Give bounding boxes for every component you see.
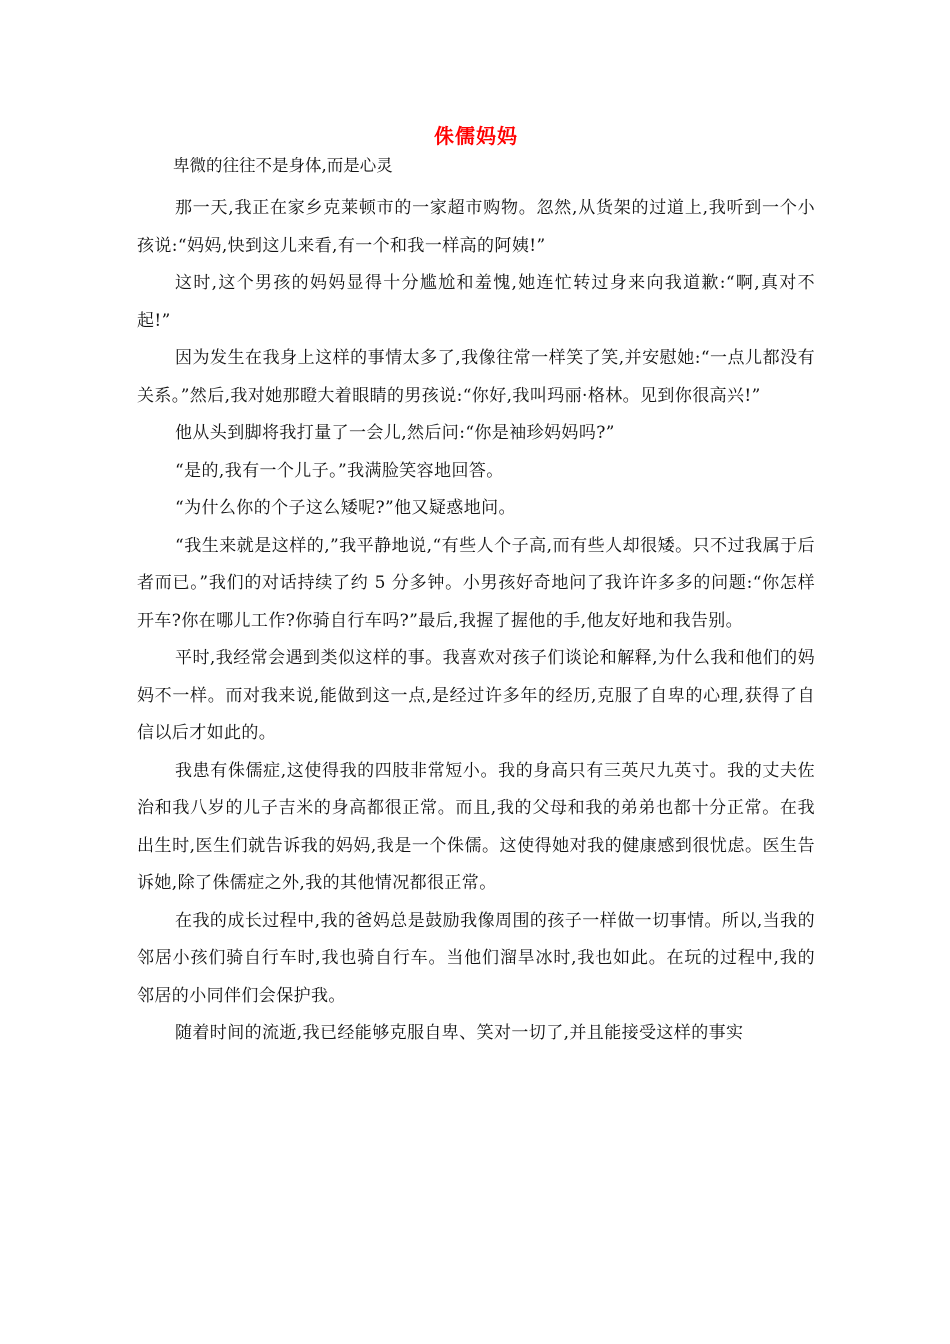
paragraph: 那一天,我正在家乡克莱顿市的一家超市购物。忽然,从货架的过道上,我听到一个小孩说:“妈妈,快到这儿来看,有一个和我一样高的阿姨!” <box>137 198 815 256</box>
paragraph: 我患有侏儒症,这使得我的四肢非常短小。我的身高只有三英尺九英寸。我的丈夫佐治和我八岁的儿子吉米的身高都很正常。而且,我的父母和我的弟弟也都十分正常。在我出生时,医生们就告诉我的妈妈,我是一个侏儒。这使得她对我的健康感到很忧虑。医生告诉她,除了侏儒症之外,我的其他情况都很正常。 <box>137 760 815 893</box>
document-body <box>137 118 815 1053</box>
paragraph: 在我的成长过程中,我的爸妈总是鼓励我像周围的孩子一样做一切事情。所以,当我的邻居小孩们骑自行车时,我也骑自行车。当他们溜旱冰时,我也如此。在玩的过程中,我的邻居的小同伴们会保护我。 <box>137 910 815 1006</box>
paragraph: 随着时间的流逝,我已经能够克服自卑、笑对一切了,并且能接受这样的事实 <box>175 1023 744 1043</box>
paragraph: “是的,我有一个儿子。”我满脸笑容地回答。 <box>175 460 504 481</box>
paragraph: 这时,这个男孩的妈妈显得十分尴尬和羞愧,她连忙转过身来向我道歉:“啊,真对不起!” <box>137 273 815 331</box>
document-title: 侏儒妈妈 <box>434 124 518 148</box>
paragraph: 他从头到脚将我打量了一会儿,然后问:“你是袖珍妈妈吗?” <box>175 423 615 443</box>
paragraph: 平时,我经常会遇到类似这样的事。我喜欢对孩子们谈论和解释,为什么我和他们的妈妈不一样。而对我来说,能做到这一点,是经过许多年的经历,克服了自卑的心理,获得了自信以后才如此的。 <box>137 648 815 743</box>
paragraph: “我生来就是这样的,”我平静地说,“有些人个子高,而有些人却很矮。只不过我属于后者而已。”我们的对话持续了约 5 分多钟。小男孩好奇地问了我许许多多的问题:“你怎样开车?你在哪儿工作?你骑自行车吗?”最后,我握了握他的手,他友好地和我告别。 <box>137 535 815 631</box>
paragraph: “为什么你的个子这么矮呢?”他又疑惑地问。 <box>175 498 516 518</box>
paragraph: 因为发生在我身上这样的事情太多了,我像往常一样笑了笑,并安慰她:“一点儿都没有关系。”然后,我对她那瞪大着眼睛的男孩说:“你好,我叫玛丽·格林。见到你很高兴!” <box>137 348 815 406</box>
document-subtitle: 卑微的往往不是身体,而是心灵 <box>173 156 393 175</box>
